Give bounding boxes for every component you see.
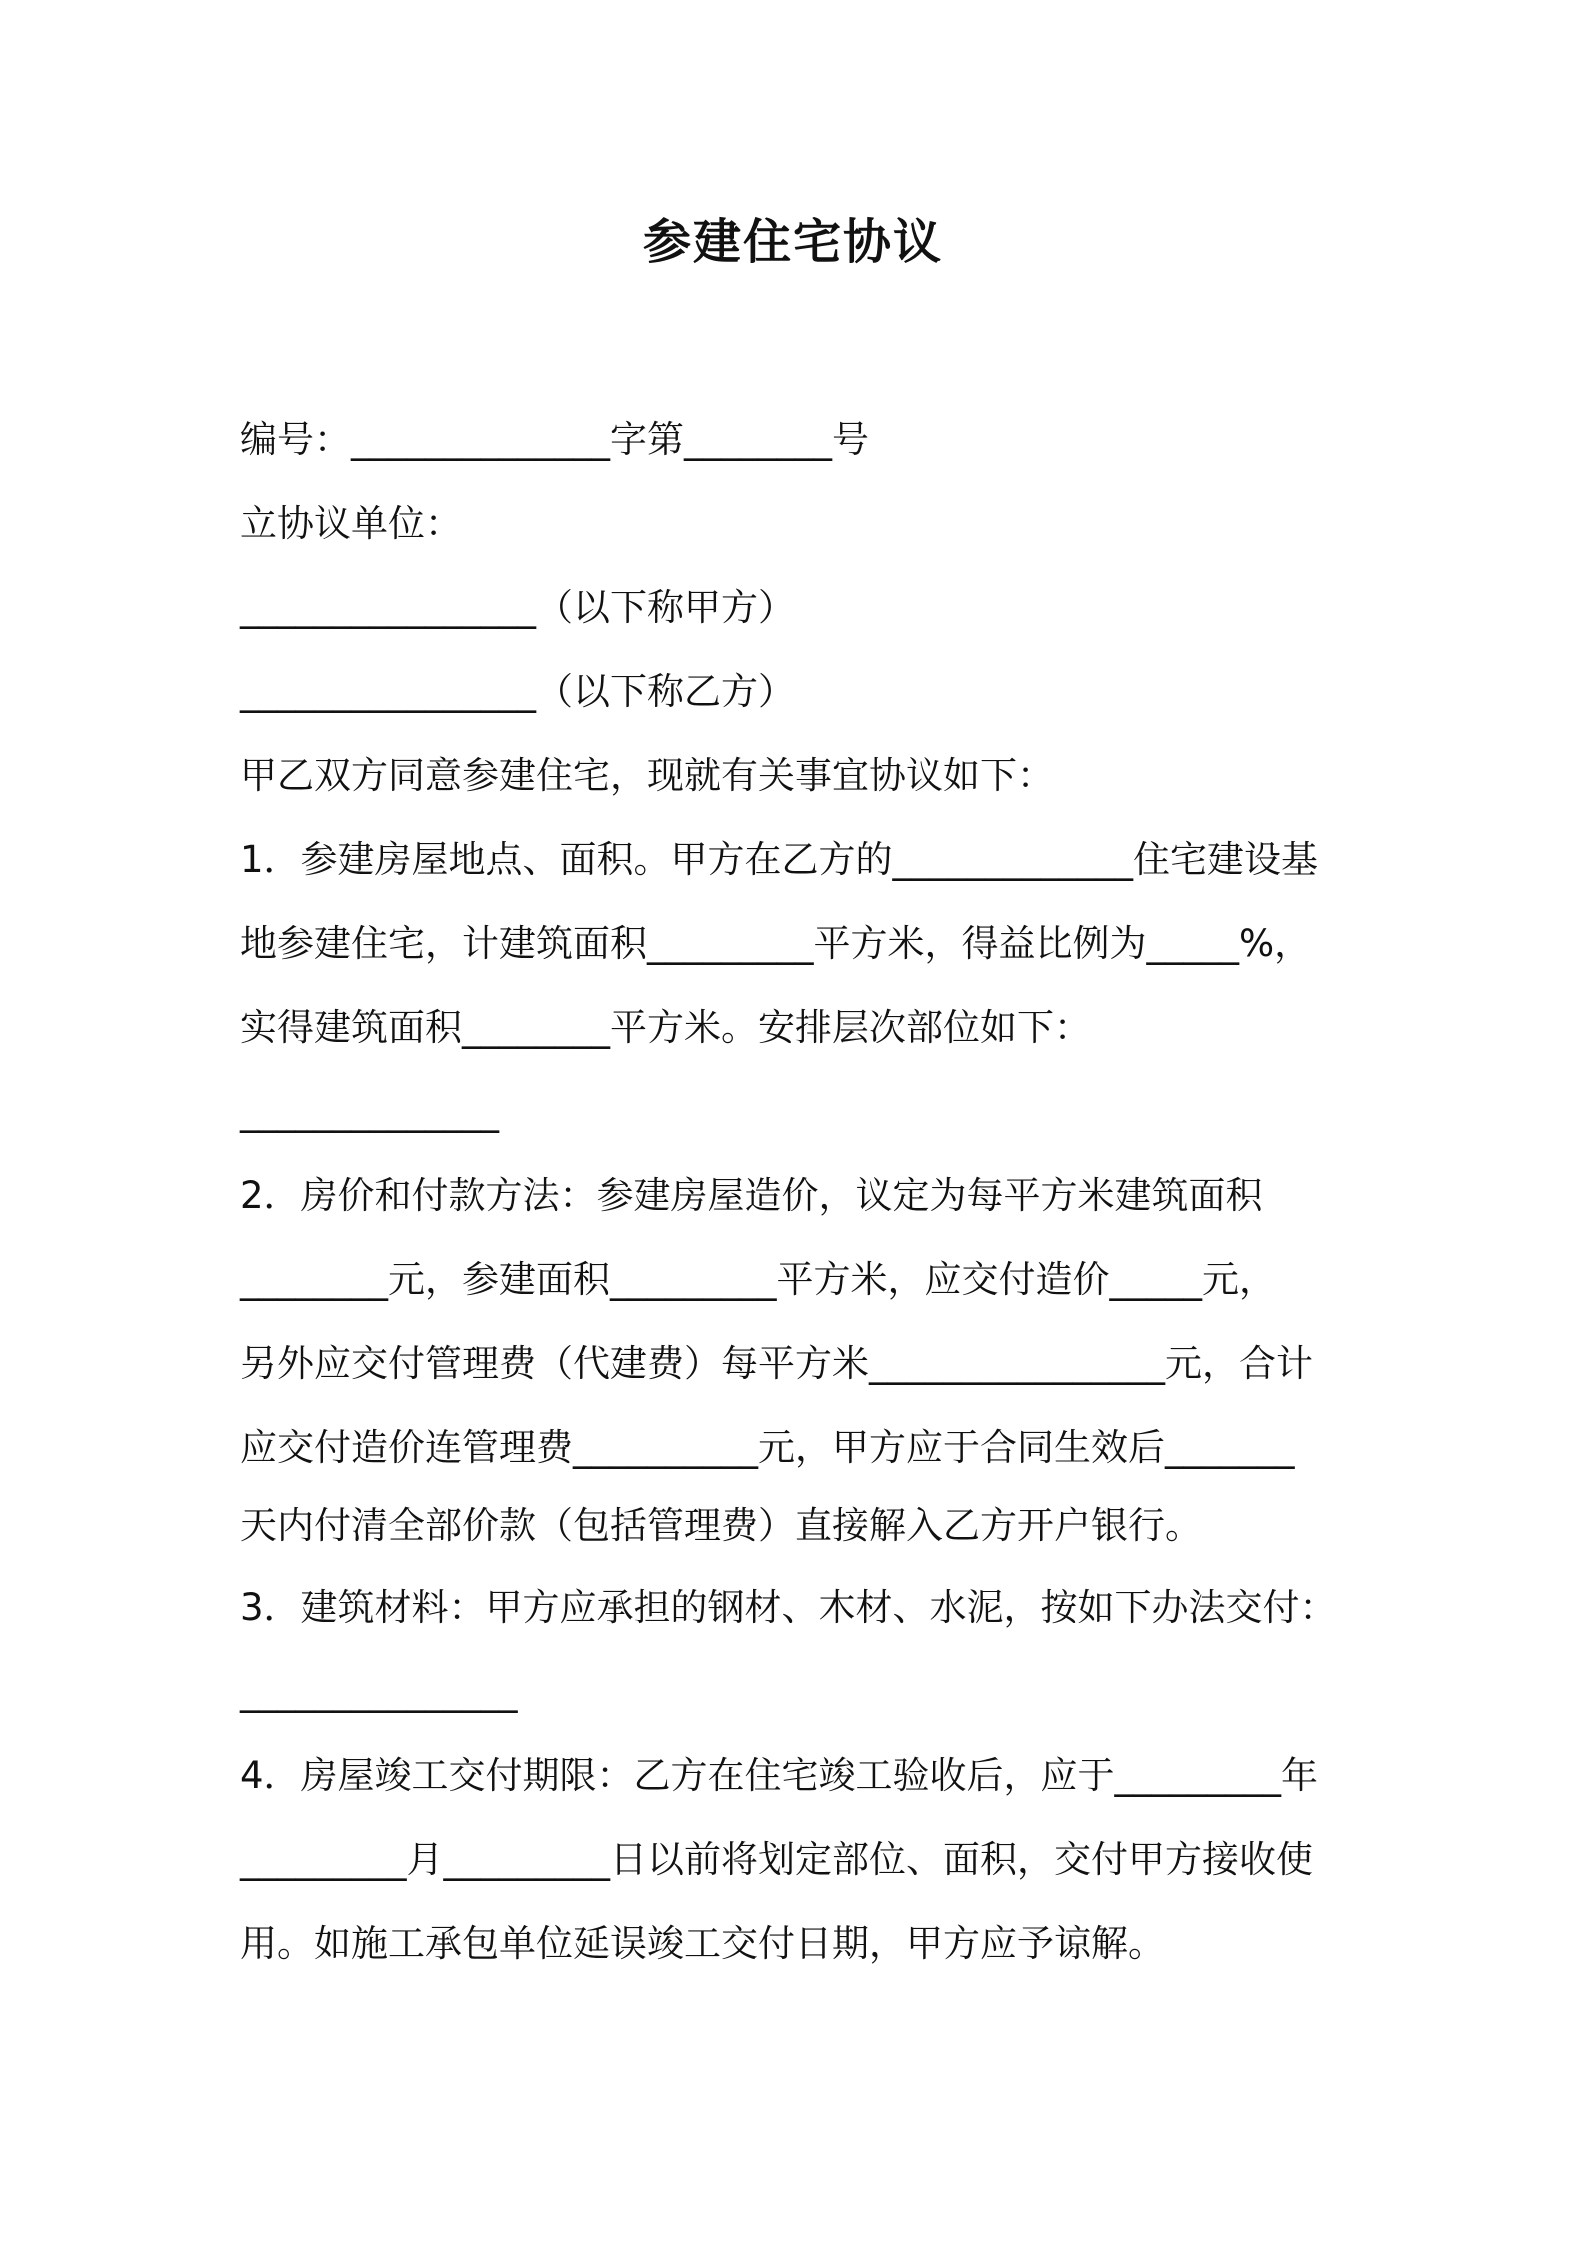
document-title: 参建住宅协议: [642, 214, 943, 270]
party-a-line: ________________（以下称甲方）: [240, 586, 795, 629]
clause-2-line-2: ________元，参建面积_________平方米，应交付造价_____元，: [240, 1258, 1276, 1301]
clause-4-line-3: 用。如施工承包单位延误竣工交付日期，甲方应予谅解。: [240, 1922, 1165, 1965]
clause-2-line-3: 另外应交付管理费（代建费）每平方米________________元，合计: [240, 1342, 1313, 1385]
clause-3-blank: _______________: [240, 1670, 518, 1713]
agreement-intro: 甲乙双方同意参建住宅，现就有关事宜协议如下：: [240, 754, 1054, 797]
clause-1-line-1: 1．参建房屋地点、面积。甲方在乙方的_____________住宅建设基: [240, 838, 1319, 881]
clause-2-line-4: 应交付造价连管理费__________元，甲方应于合同生效后_______: [240, 1426, 1295, 1469]
clause-1-line-2: 地参建住宅，计建筑面积_________平方米，得益比例为_____%，: [240, 922, 1312, 965]
clause-4-line-2: _________月_________日以前将划定部位、面积，交付甲方接收使: [240, 1838, 1313, 1881]
party-b-line: ________________（以下称乙方）: [240, 670, 795, 713]
clause-3-line-1: 3．建筑材料：甲方应承担的钢材、木材、水泥，按如下办法交付：: [240, 1586, 1337, 1629]
clause-4-line-1: 4．房屋竣工交付期限：乙方在住宅竣工验收后，应于_________年: [240, 1754, 1319, 1797]
parties-heading: 立协议单位：: [240, 502, 462, 545]
clause-1-line-3: 实得建筑面积________平方米。安排层次部位如下：: [240, 1006, 1091, 1049]
contract-number-line: 编号：______________字第________号: [240, 418, 869, 461]
clause-1-blank: ______________: [240, 1090, 499, 1133]
clause-2-line-5: 天内付清全部价款（包括管理费）直接解入乙方开户银行。: [240, 1504, 1202, 1547]
clause-2-line-1: 2．房价和付款方法：参建房屋造价，议定为每平方米建筑面积: [240, 1174, 1263, 1217]
